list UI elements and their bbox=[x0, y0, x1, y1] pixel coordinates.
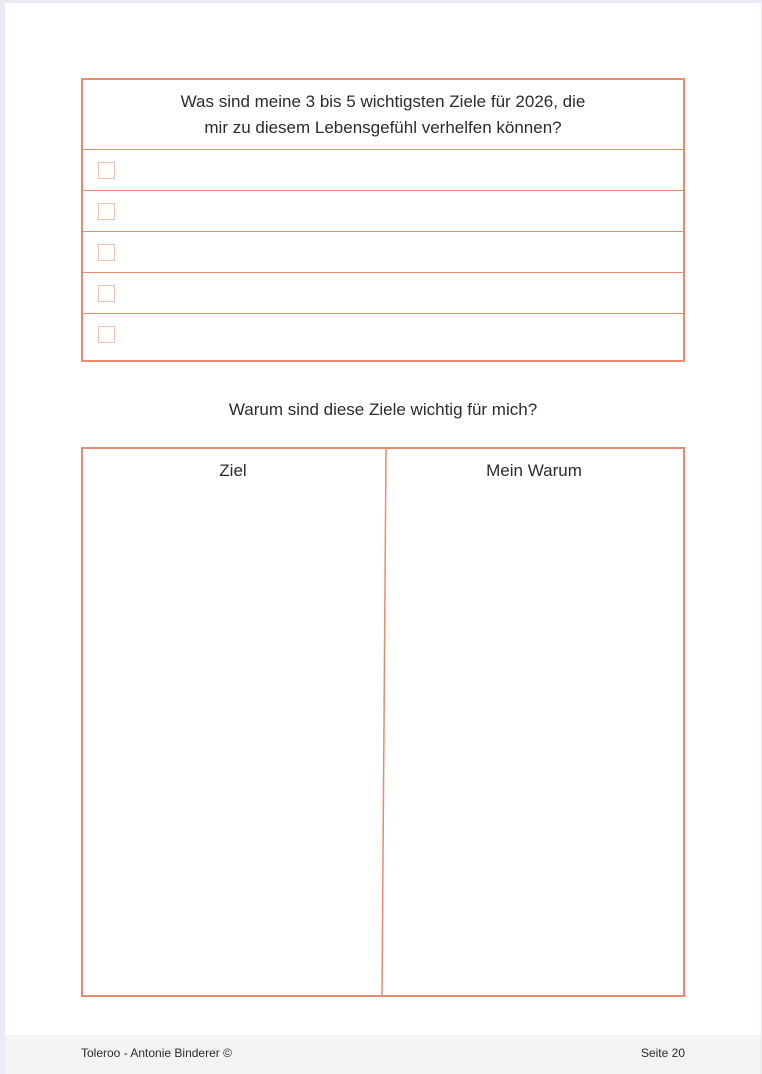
goals-question-line-1: Was sind meine 3 bis 5 wichtigsten Ziele für 2026, die bbox=[180, 91, 586, 111]
goal-checkbox-4[interactable] bbox=[98, 285, 115, 302]
why-section-title: Warum sind diese Ziele wichtig für mich? bbox=[228, 400, 538, 419]
goal-row-5[interactable] bbox=[83, 314, 683, 357]
goal-checkbox-3[interactable] bbox=[98, 244, 115, 261]
why-writing-area[interactable] bbox=[391, 489, 677, 991]
footer-copyright: Toleroo - Antonie Binderer © bbox=[81, 1046, 232, 1060]
goals-checklist-box bbox=[81, 78, 685, 362]
column-header-goal: Ziel bbox=[219, 461, 247, 480]
goal-why-table bbox=[81, 447, 685, 997]
goal-checkbox-2[interactable] bbox=[98, 203, 115, 220]
goal-row-3[interactable] bbox=[83, 232, 683, 273]
goal-checkbox-1[interactable] bbox=[98, 162, 115, 179]
column-header-why: Mein Warum bbox=[486, 461, 582, 480]
worksheet-page bbox=[5, 3, 761, 1074]
goal-writing-area[interactable] bbox=[89, 489, 377, 991]
goals-question-line-2: mir zu diesem Lebensgefühl verhelfen können? bbox=[204, 117, 562, 137]
footer-page-number: Seite 20 bbox=[640, 1046, 685, 1060]
goal-checkbox-5[interactable] bbox=[98, 326, 115, 343]
goals-question-header bbox=[83, 80, 683, 150]
goal-row-1[interactable] bbox=[83, 150, 683, 191]
page-footer bbox=[5, 1035, 761, 1074]
goal-row-4[interactable] bbox=[83, 273, 683, 314]
goal-row-2[interactable] bbox=[83, 191, 683, 232]
